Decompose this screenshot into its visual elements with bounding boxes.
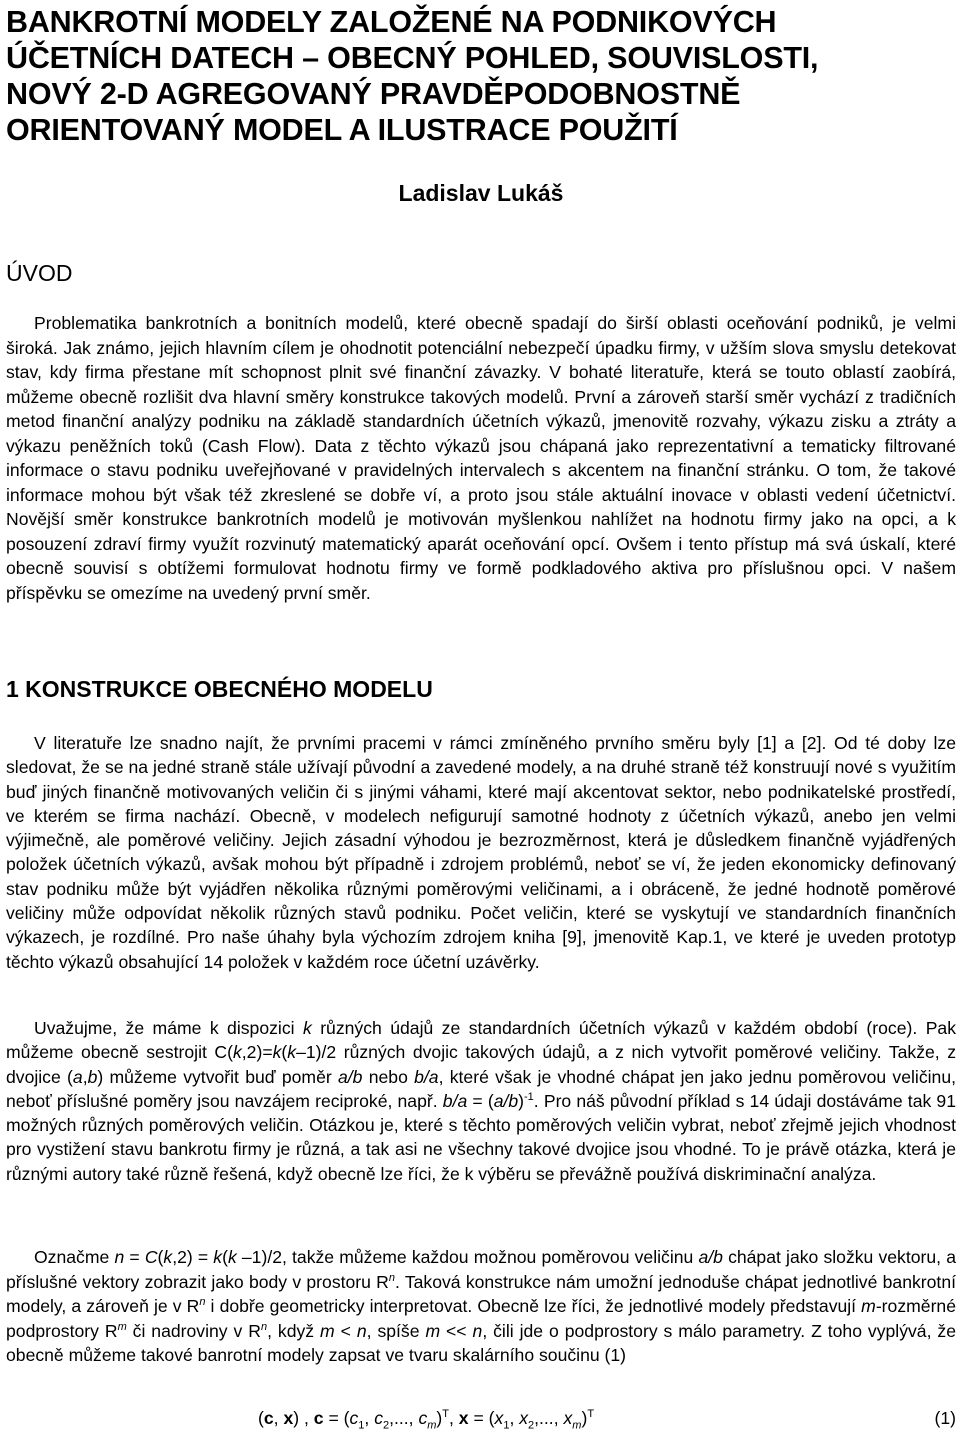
section-1-heading: 1 KONSTRUKCE OBECNÉHO MODELU [6, 676, 433, 702]
paper-title [6, 4, 956, 148]
author-name: Ladislav Lukáš [398, 180, 564, 206]
section-1-paragraph-3: Označme n = C(k,2) = k(k –1)/2, takže můžeme každou možnou poměrovou veličinu a/b chápat jako složku vektoru, a příslušné vektory zobrazit jako body v prostoru $R^n$. Taková konstrukce nám umožní jednoduše chápat jednotlivé bankrotní modely, a zároveň je v $R^n$ i dobře geometricky interpretovat. Obecně lze říci, že jednotlivé modely představují m-rozměrné podprostory $R^m$ či nadroviny v $R^n$, když m < n, spíše m << n, čili jde o podprostory s málo parametry. Z toho vyplývá, že obecně můžeme takové banrotní modely zapsat ve tvaru skalárního součinu (1) [6, 1247, 956, 1365]
intro-heading: ÚVOD [6, 260, 73, 286]
title-line-3: NOVÝ 2-D AGREGOVANÝ PRAVDĚPODOBNOSTNĚ [6, 77, 741, 111]
section-1-paragraph-2: Uvažujme, že máme k dispozici k různých údajů ze standardních účetních výkazů v každém období (roce). Pak můžeme obecně sestrojit C(k,2)=k(k–1)/2 různých dvojic takových údajů, a z nich vytvořit poměrové veličiny. Takže, z dvojice (a,b) můžeme vytvořit buď poměr a/b nebo b/a, které však je vhodné chápat jen jako jednu poměrovou veličinu, neboť příslušné poměry jsou navzájem reciproké, např. $b/a = (a/b)^{-1}$. Pro náš původní příklad s 14 údaji dostáváme tak 91 možných různých poměrových veličin. Otázkou je, které s těchto poměrových veličin vybrat, neboť zřejmě jejich vhodnost pro vystižení stavu bankrotu firmy je různá, a tak asi ne všechny takové dvojice jsou vhodné. To je právě otázka, která je různými autory také různě řešená, když obecně lze říci, že k výběru se převážně používá diskriminační analýza. [6, 1018, 957, 1184]
equation-expression: (c, x) , $c = (c_1$, $c_2$,..., $c_m)^T$, $x = (x_1$, $x_2$,..., $x_m)^T$ [258, 1408, 595, 1432]
title-line-1: BANKROTNÍ MODELY ZALOŽENÉ NA PODNIKOVÝCH [6, 5, 777, 39]
equation-number: (1) [934, 1408, 956, 1428]
title-line-4: ORIENTOVANÝ MODEL A ILUSTRACE POUŽITÍ [6, 113, 678, 147]
equation-1 [6, 1406, 956, 1432]
intro-paragraph: Problematika bankrotních a bonitních modelů, které obecně spadají do širší oblasti oceňování podniků, je velmi široká. Jak známo, jejich hlavním cílem je ohodnotit potenciální nebezpečí úpadku firmy, v užším slova smyslu detekovat stav, kdy firma přestane mít schopnost plnit své finanční závazky. V bohaté literatuře, která se touto oblastí zaobírá, můžeme obecně rozlišit dva hlavní směry konstrukce takových modelů. První a zároveň starší směr vychází z tradičních metod finanční analýzy podniku na základě standardních účetních výkazů, jmenovitě rozvahy, výkazu zisku a ztráty a výkazu peněžních toků (Cash Flow). Data z těchto výkazů jsou chápaná jako reprezentativní a tematicky filtrované informace o stavu podniku uveřejňované v pravidelných intervalech s akcentem na finanční stránku. O tom, že takové informace mohou být však též zkreslené se dobře ví, a proto jsou stále aktuální inovace v oblasti vedení účetnictví. Novější směr konstrukce bankrotních modelů je motivován myšlenkou nahlížet na hodnotu firmy jako na opci, a k posouzení zdraví firmy využít rozvinutý matematický aparát oceňování opcí. Ovšem i tento přístup má svá úskalí, které obecně souvisí s obtížemi formulovat hodnotu firmy ve formě podkladového aktiva pro příslušnou opci. V našem příspěvku se omezíme na uvedený první směr. [6, 313, 956, 603]
section-1-paragraph-1: V literatuře lze snadno najít, že prvními pracemi v rámci zmíněného prvního směru byly [1] a [2]. Od té doby lze sledovat, že se na jedné straně stále užívají původní a zavedené modely, a na druhé straně též konstruují nové s využitím buď jiných finančně motivovaných veličin či s jinými váhami, které mají akcentovat sektor, nebo podnikatelské prostředí, ve kterém se firma nachází. Obecně, v modelech nefigurují samotné hodnoty z účetních výkazů, anebo jen velmi výjimečně, ale poměrové veličiny. Jejich zásadní výhodou je bezrozměrnost, která je důsledkem finančně vyjádřených položek účetních výkazů, avšak mohou být případně i zdrojem problémů, neboť se ví, že jeden ekonomicky definovaný stav podniku může být vyjádřen několika různými poměrovými veličinami, a i obráceně, že jedné hodnotě poměrové veličiny může odpovídat několik různých stavů podniku. Počet veličin, které se vyskytují ve standardních finančních výkazech, je rozdílné. Pro naše úhahy byla výchozím zdrojem kniha [9], jmenovitě Kap.1, ve které je uveden prototyp těchto výkazů obsahující 14 položek v každém roce účetní uzávěrky. [6, 733, 956, 972]
title-line-2: ÚČETNÍCH DATECH – OBECNÝ POHLED, SOUVISLOSTI, [6, 41, 819, 75]
